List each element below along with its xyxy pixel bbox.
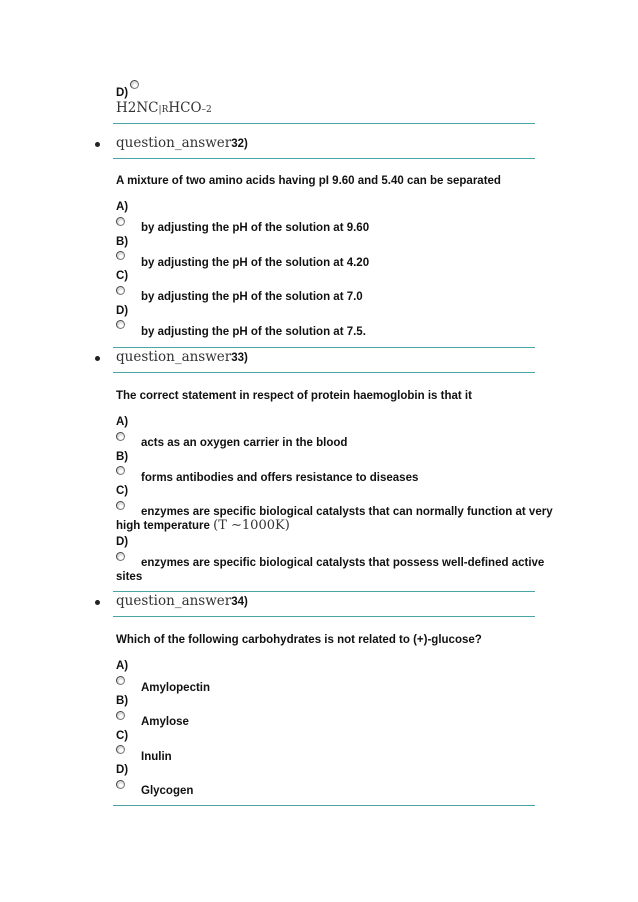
divider — [113, 158, 535, 159]
option-letter: A) — [116, 416, 129, 428]
option-text: acts as an oxygen carrier in the blood — [141, 437, 348, 449]
bullet — [95, 356, 100, 361]
question-text: The correct statement in respect of protein haemoglobin is that it — [116, 390, 472, 402]
option-text: by adjusting the pH of the solution at 4.20 — [141, 257, 370, 269]
question-text: Which of the following carbohydrates is not related to (+)-glucose? — [116, 634, 482, 646]
option-text: enzymes are specific biological catalysts that possess well-defined active — [141, 557, 545, 569]
radio-button[interactable] — [116, 552, 125, 561]
radio-button[interactable] — [116, 780, 125, 789]
option-letter: B) — [116, 451, 129, 463]
radio-button[interactable] — [130, 80, 139, 89]
option-text: by adjusting the pH of the solution at 9.60 — [141, 222, 370, 234]
option-text-continued: high temperature (T ∼1000K) — [116, 518, 290, 533]
option-letter: D) — [116, 764, 129, 776]
question-label: question_answer33) — [116, 349, 248, 365]
question-text: A mixture of two amino acids having pI 9.60 and 5.40 can be separated — [116, 175, 501, 187]
option-letter: C) — [116, 730, 129, 742]
option-text: Glycogen — [141, 785, 194, 797]
option-letter: B) — [116, 236, 129, 248]
question-label: question_answer34) — [116, 593, 248, 609]
radio-button[interactable] — [116, 217, 125, 226]
option-text: enzymes are specific biological catalysts that can normally function at very — [141, 506, 553, 518]
option-letter: A) — [116, 660, 129, 672]
option-text: Amylopectin — [141, 682, 211, 694]
option-letter: D) — [116, 536, 129, 548]
radio-button[interactable] — [116, 676, 125, 685]
option-letter: C) — [116, 485, 129, 497]
radio-button[interactable] — [116, 320, 125, 329]
divider — [113, 805, 535, 806]
divider — [113, 372, 535, 373]
option-text: by adjusting the pH of the solution at 7.5. — [141, 326, 366, 338]
formula: H2NC|RHCO–2 — [116, 100, 212, 116]
option-text: by adjusting the pH of the solution at 7.0 — [141, 291, 363, 303]
option-text-continued: sites — [116, 571, 143, 583]
option-text: Amylose — [141, 716, 189, 728]
option-letter: B) — [116, 695, 129, 707]
divider — [113, 616, 535, 617]
option-letter: A) — [116, 201, 129, 213]
radio-button[interactable] — [116, 711, 125, 720]
radio-button[interactable] — [116, 745, 125, 754]
bullet — [95, 600, 100, 605]
bullet — [95, 142, 100, 147]
option-letter: D) — [116, 305, 129, 317]
option-letter: D) — [116, 87, 129, 99]
option-text: forms antibodies and offers resistance to diseases — [141, 472, 419, 484]
radio-button[interactable] — [116, 432, 125, 441]
option-text: Inulin — [141, 751, 172, 763]
divider — [113, 123, 535, 124]
radio-button[interactable] — [116, 286, 125, 295]
radio-button[interactable] — [116, 251, 125, 260]
question-label: question_answer32) — [116, 135, 248, 151]
option-letter: C) — [116, 270, 129, 282]
radio-button[interactable] — [116, 466, 125, 475]
radio-button[interactable] — [116, 501, 125, 510]
